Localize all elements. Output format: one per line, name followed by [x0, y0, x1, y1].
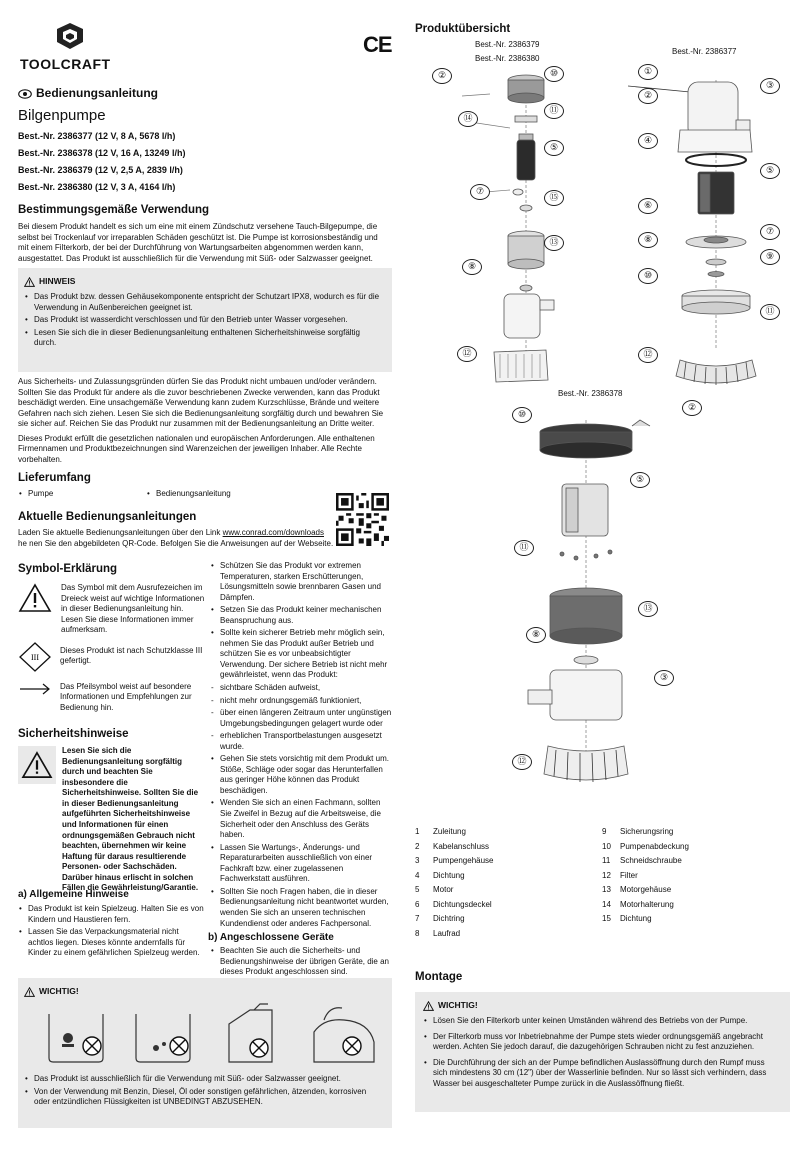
callout-13: ⑬: [638, 601, 658, 617]
symbol-row: [18, 583, 206, 636]
callout-12: ⑫: [512, 754, 532, 770]
list-item: • Lesen Sie sich die in dieser Bedienungsanleitung enthaltenen Sicherheitshinweise sorgfältig durch.: [24, 328, 382, 349]
montage-title-row: [423, 1000, 780, 1011]
usage-text: Bei diesem Produkt handelt es sich um eine mit einem Zündschutz versehene Tauch-Bilgepumpe, die selbst bei Trockenlauf vor irreparablen Schäden geschützt ist. Die Pumpe ist korrosionsbeständig und mit einem Filterkorb, der bei der Durchführung von Wartungsarbeiten abgenommen werden kann, ausgestattet. Das Produkt ist ausschließlich für die Verwendung mit Süß- oder Salzwasser geeignet.: [18, 222, 378, 263]
callout-3: ③: [654, 670, 674, 686]
warning-triangle-icon: [423, 1001, 434, 1011]
callout-2: ②: [432, 68, 452, 84]
montage-heading: Montage: [415, 971, 463, 983]
list-item: - über einen längeren Zeitraum unter ungünstigen Umgebungsbedingungen gelagert wurde oder: [210, 708, 392, 729]
safety-icon-box: [18, 746, 56, 784]
manual-label: Bedienungsanleitung: [36, 86, 159, 100]
connected-heading: b) Angeschlossene Geräte: [208, 932, 334, 944]
montage-list: [423, 1016, 780, 1089]
warning-list: [24, 1074, 382, 1108]
connected-list: [210, 946, 392, 978]
usage-section: [18, 203, 390, 268]
list-item: • Das Produkt ist kein Spielzeug. Halten Sie es von Kindern und Haustieren fern.: [18, 904, 206, 925]
legend-row: 15 Dichtung: [602, 914, 652, 924]
order-label-2386378: Best.-Nr. 2386378: [558, 389, 623, 398]
current-text-a: Laden Sie aktuelle Bedienungsanleitungen über den Link: [18, 528, 223, 538]
montage-title: WICHTIG!: [438, 1000, 478, 1010]
callout-8: ⑧: [526, 627, 546, 643]
symbol-text: Das Symbol mit dem Ausrufezeichen im Dreieck weist auf wichtige Informationen in dieser Bedienungsanleitung hin. Lesen Sie diese Informationen immer aufmerksam.: [61, 583, 205, 635]
symbol-row: [18, 642, 206, 672]
list-item: • Lassen Sie das Verpackungsmaterial nicht achtlos liegen. Dieses könnte andernfalls für Kinder zu einem gefährlichen Spielzeug werden.: [18, 927, 206, 959]
callout-7: ⑦: [470, 184, 490, 200]
safety-list-2: [210, 754, 392, 929]
legend-row: 12 Filter: [602, 870, 638, 880]
current-manuals-section: [18, 510, 334, 553]
list-item: • Sollten Sie noch Fragen haben, die in dieser Bedienungsanleitung nicht beantwortet wurden, wenden Sie sich an unseren technischen Kundendienst oder anderes Fachpersonal.: [210, 887, 392, 929]
list-item: • Gehen Sie stets vorsichtig mit dem Produkt um. Stöße, Schläge oder sogar das Herunterfallen aus geringer Höhe können das Produkt beschädigen.: [210, 754, 392, 796]
arrow-right-icon: [18, 682, 52, 696]
delivery-list: [18, 489, 328, 502]
callout-1: ①: [638, 64, 658, 80]
toolcraft-logo-icon: [55, 22, 85, 50]
legend-row: 8 Laufrad: [415, 928, 461, 938]
symbol-row: [18, 682, 206, 714]
callout-14: ⑭: [458, 111, 478, 127]
list-item: - nicht mehr ordnungsgemäß funktioniert,: [210, 696, 392, 707]
order-number: Best.-Nr. 2386380 (12 V, 3 A, 4164 l/h): [18, 182, 176, 192]
general-section: [18, 888, 206, 961]
callout-7: ⑦: [760, 224, 780, 240]
order-label-2386379: Best.-Nr. 2386379: [475, 40, 540, 49]
order-number: Best.-Nr. 2386379 (12 V, 2,5 A, 2839 l/h): [18, 165, 183, 175]
callout-2: ②: [638, 88, 658, 104]
parts-legend: [415, 827, 795, 943]
callout-10: ⑩: [638, 268, 658, 284]
callout-12: ⑫: [457, 346, 477, 362]
warning-triangle-icon: [24, 987, 35, 997]
list-item: • Der Filterkorb muss vor Inbetriebnahme der Pumpe stets wieder ordnungsgemäß angebracht werden. Achten Sie jedoch darauf, die dazugehörigen Schrauben nicht zu fest anzuziehen.: [423, 1032, 780, 1053]
symbol-text: Das Pfeilsymbol weist auf besondere Informationen und Empfehlungen zur Bedienung hin.: [60, 681, 192, 712]
list-item: • Wenden Sie sich an einen Fachmann, sollten Sie Zweifel in Bezug auf die Arbeitsweise, die Sicherheit oder den Anschluss des Geräts haben.: [210, 798, 392, 840]
legend-row: 1 Zuleitung: [415, 827, 466, 836]
legend-row: 7 Dichtring: [415, 914, 465, 924]
overview-heading: Produktübersicht: [415, 23, 511, 35]
order-label-2386380: Best.-Nr. 2386380: [475, 54, 540, 63]
order-list: [18, 128, 185, 196]
legend-row: 4 Dichtung: [415, 870, 465, 880]
page-title: Bilgenpumpe: [18, 107, 106, 124]
callout-5: ⑤: [544, 140, 564, 156]
order-number: Best.-Nr. 2386377 (12 V, 8 A, 5678 l/h): [18, 131, 176, 141]
general-heading: a) Allgemeine Hinweise: [18, 889, 129, 900]
safety-column-2: [210, 561, 392, 980]
callout-13: ⑬: [544, 235, 564, 251]
callout-8: ⑧: [638, 232, 658, 248]
paragraph: Dieses Produkt erfüllt die gesetzlichen nationalen und europäischen Anforderungen. Alle enthaltenen Firmennamen und Produktbezeichnungen sind Warenzeichen der jeweiligen Inhaber. Alle Rechte vorbehalten.: [18, 433, 375, 464]
download-link[interactable]: www.conrad.com/downloads: [222, 528, 324, 538]
callout-3: ③: [760, 78, 780, 94]
callout-10: ⑩: [512, 407, 532, 423]
symbols-heading: Symbol-Erklärung: [18, 563, 118, 575]
legend-row: 5 Motor: [415, 885, 454, 895]
callout-11: ⑪: [544, 103, 564, 119]
list-item: - erheblichen Transportbelastungen ausgesetzt wurde.: [210, 731, 392, 752]
legend-row: 3 Pumpengehäuse: [415, 856, 494, 866]
callout-10: ⑩: [544, 66, 564, 82]
current-text: [18, 528, 334, 549]
order-number: Best.-Nr. 2386378 (12 V, 16 A, 13249 l/h): [18, 148, 186, 158]
hint-box: [18, 268, 392, 372]
qr-code[interactable]: [336, 493, 389, 546]
order-label-2386377: Best.-Nr. 2386377: [672, 47, 737, 56]
list-item: • Die Durchführung der sich an der Pumpe befindlichen Auslassöffnung durch den Rumpf muss sich mindestens 30 cm (12") über der Wasserlinie befinden. Nur so lässt sich verhindern, dass Wasser bei ausgeschalteter Pumpe zurück in die Auslassöffnung fließt.: [423, 1058, 780, 1090]
warning-triangle-icon: [21, 751, 53, 779]
hint-title-row: [24, 276, 382, 287]
usage-heading: Bestimmungsgemäße Verwendung: [18, 204, 210, 216]
list-item: • Von der Verwendung mit Benzin, Diesel, Öl oder sonstigen gefährlichen, ätzenden, korrosiven oder entzündlichen Flüssigkeiten ist UNBEDINGT ABZUSEHEN.: [24, 1087, 382, 1108]
callout-11: ⑪: [760, 304, 780, 320]
brand-name: TOOLCRAFT: [20, 56, 111, 72]
legend-row: 10 Pumpenabdeckung: [602, 841, 689, 851]
list-item: - sichtbare Schäden aufweist,: [210, 683, 392, 694]
manual-label-row: [18, 86, 158, 102]
list-item: • Lassen Sie Wartungs-, Änderungs- und Reparaturarbeiten ausschließlich von einer Fachkraft bzw. einer zugelassenen Fachwerkstatt ausführen.: [210, 843, 392, 885]
current-text-b: he nen Sie den abgebildeten QR-Code. Befolgen Sie die Anweisungen auf der Webseite.: [18, 538, 334, 548]
warning-triangle-icon: [24, 277, 35, 287]
list-item: • Das Produkt ist wasserdicht verschlossen und für den Betrieb unter Wasser vorgesehen.: [24, 315, 382, 326]
exploded-view-drawings: [400, 60, 800, 805]
safety-intro: [18, 377, 392, 469]
list-item: • Das Produkt ist ausschließlich für die Verwendung mit Süß- oder Salzwasser geeignet.: [24, 1074, 382, 1085]
current-heading: Aktuelle Bedienungsanleitungen: [18, 511, 197, 523]
list-item: • Setzen Sie das Produkt keiner mechanischen Beanspruchung aus.: [210, 605, 392, 626]
class-iii-text: III: [31, 652, 39, 662]
brand-logo: [20, 22, 111, 72]
legend-row: 11 Schneidschraube: [602, 856, 682, 866]
condition-list: [210, 683, 392, 752]
legend-row: 14 Motorhalterung: [602, 899, 674, 909]
list-item: • Pumpe: [18, 489, 146, 500]
prohibited-liquids-illustration: [24, 1002, 384, 1066]
paragraph: Aus Sicherheits- und Zulassungsgründen dürfen Sie das Produkt nicht umbauen und/oder verändern. Sollten Sie das Produkt für andere als die zuvor beschriebenen Zwecke verwenden, kann das Produkt beschädigt werden. Eine unsachgemäße Verwendung kann zudem Kurzschlüsse, Brände und weitere Gefahren nach sich ziehen. Lesen Sie sich die Bedienungsanleitung sorgfältig durch und bewahren Sie sie sicher auf. Reichen Sie das Produkt nur zusammen mit der Bedienungsanleitung an Dritte weiter.: [18, 377, 384, 429]
list-item: • Bedienungsanleitung: [146, 489, 231, 500]
ce-mark: CE: [363, 32, 392, 57]
hint-list: [24, 292, 382, 349]
safety-box: [18, 746, 206, 894]
delivery-heading: Lieferumfang: [18, 472, 91, 484]
callout-9: ⑨: [760, 249, 780, 265]
callout-15: ⑮: [544, 190, 564, 206]
list-item: • Das Produkt bzw. dessen Gehäusekomponente entspricht der Schutzart IPX8, wodurch es für die Verwendung in Außenbereichen geeignet ist.: [24, 292, 382, 313]
callout-12: ⑫: [638, 347, 658, 363]
warning-triangle-icon: [18, 583, 52, 613]
warning-title: WICHTIG!: [39, 986, 79, 996]
legend-column-left: [415, 827, 602, 943]
callout-6: ⑥: [638, 198, 658, 214]
legend-row: 9 Sicherungsring: [602, 827, 674, 836]
list-item: • Beachten Sie auch die Sicherheits- und Bedienungshinweise der übrigen Geräte, die an dieses Produkt angeschlossen sind.: [210, 946, 392, 978]
warning-title-row: [24, 986, 382, 997]
legend-row: 13 Motorgehäuse: [602, 885, 672, 895]
list-item: • Sollte kein sicherer Betrieb mehr möglich sein, nehmen Sie das Produkt außer Betrieb und schützen Sie es vor unbeabsichtigter Verwendung. Der sichere Betrieb ist nicht mehr gewährleistet, wenn das Produkt:: [210, 628, 392, 681]
eye-icon: [18, 89, 32, 99]
safety-bold-text: Lesen Sie sich die Bedienungsanleitung sorgfältig durch und beachten Sie insbesondere die Sicherheitshinweise. Sollten Sie die in dieser Bedienungsanleitung aufgeführten Sicherheitshinweise und Informationen für einen ordnungsgemäßen Gebrauch nicht beachten, übernehmen wir keine Haftung für daraus resultierende Personen- oder Sachschäden. Darüber hinaus erlischt in solchen Fällen die Gewährleistung/Garantie.: [62, 746, 199, 893]
callout-4: ④: [638, 133, 658, 149]
legend-row: 2 Kabelanschluss: [415, 841, 490, 851]
list-item: • Schützen Sie das Produkt vor extremen Temperaturen, starken Erschütterungen, Lösungsmitteln sowie brennbaren Gasen und Dämpfen.: [210, 561, 392, 603]
symbol-text: Dieses Produkt ist nach Schutzklasse III gefertigt.: [60, 645, 203, 666]
safety-section: [18, 727, 206, 894]
protection-class-iii-icon: [18, 642, 52, 672]
callout-11: ⑪: [514, 540, 534, 556]
symbols-section: [18, 562, 206, 714]
safety-heading: Sicherheitshinweise: [18, 728, 129, 740]
montage-warning-box: [415, 992, 790, 1112]
callout-2: ②: [682, 400, 702, 416]
legend-column-right: [602, 827, 689, 943]
callout-8: ⑧: [462, 259, 482, 275]
list-item: • Lösen Sie den Filterkorb unter keinen Umständen während des Betriebs von der Pumpe.: [423, 1016, 780, 1027]
legend-row: 6 Dichtungsdeckel: [415, 899, 492, 909]
warning-box: [18, 978, 392, 1128]
hint-title: HINWEIS: [39, 276, 76, 286]
delivery-section: [18, 471, 328, 502]
callout-5: ⑤: [630, 472, 650, 488]
general-list: [18, 904, 206, 959]
callout-5: ⑤: [760, 163, 780, 179]
safety-list: [210, 561, 392, 681]
